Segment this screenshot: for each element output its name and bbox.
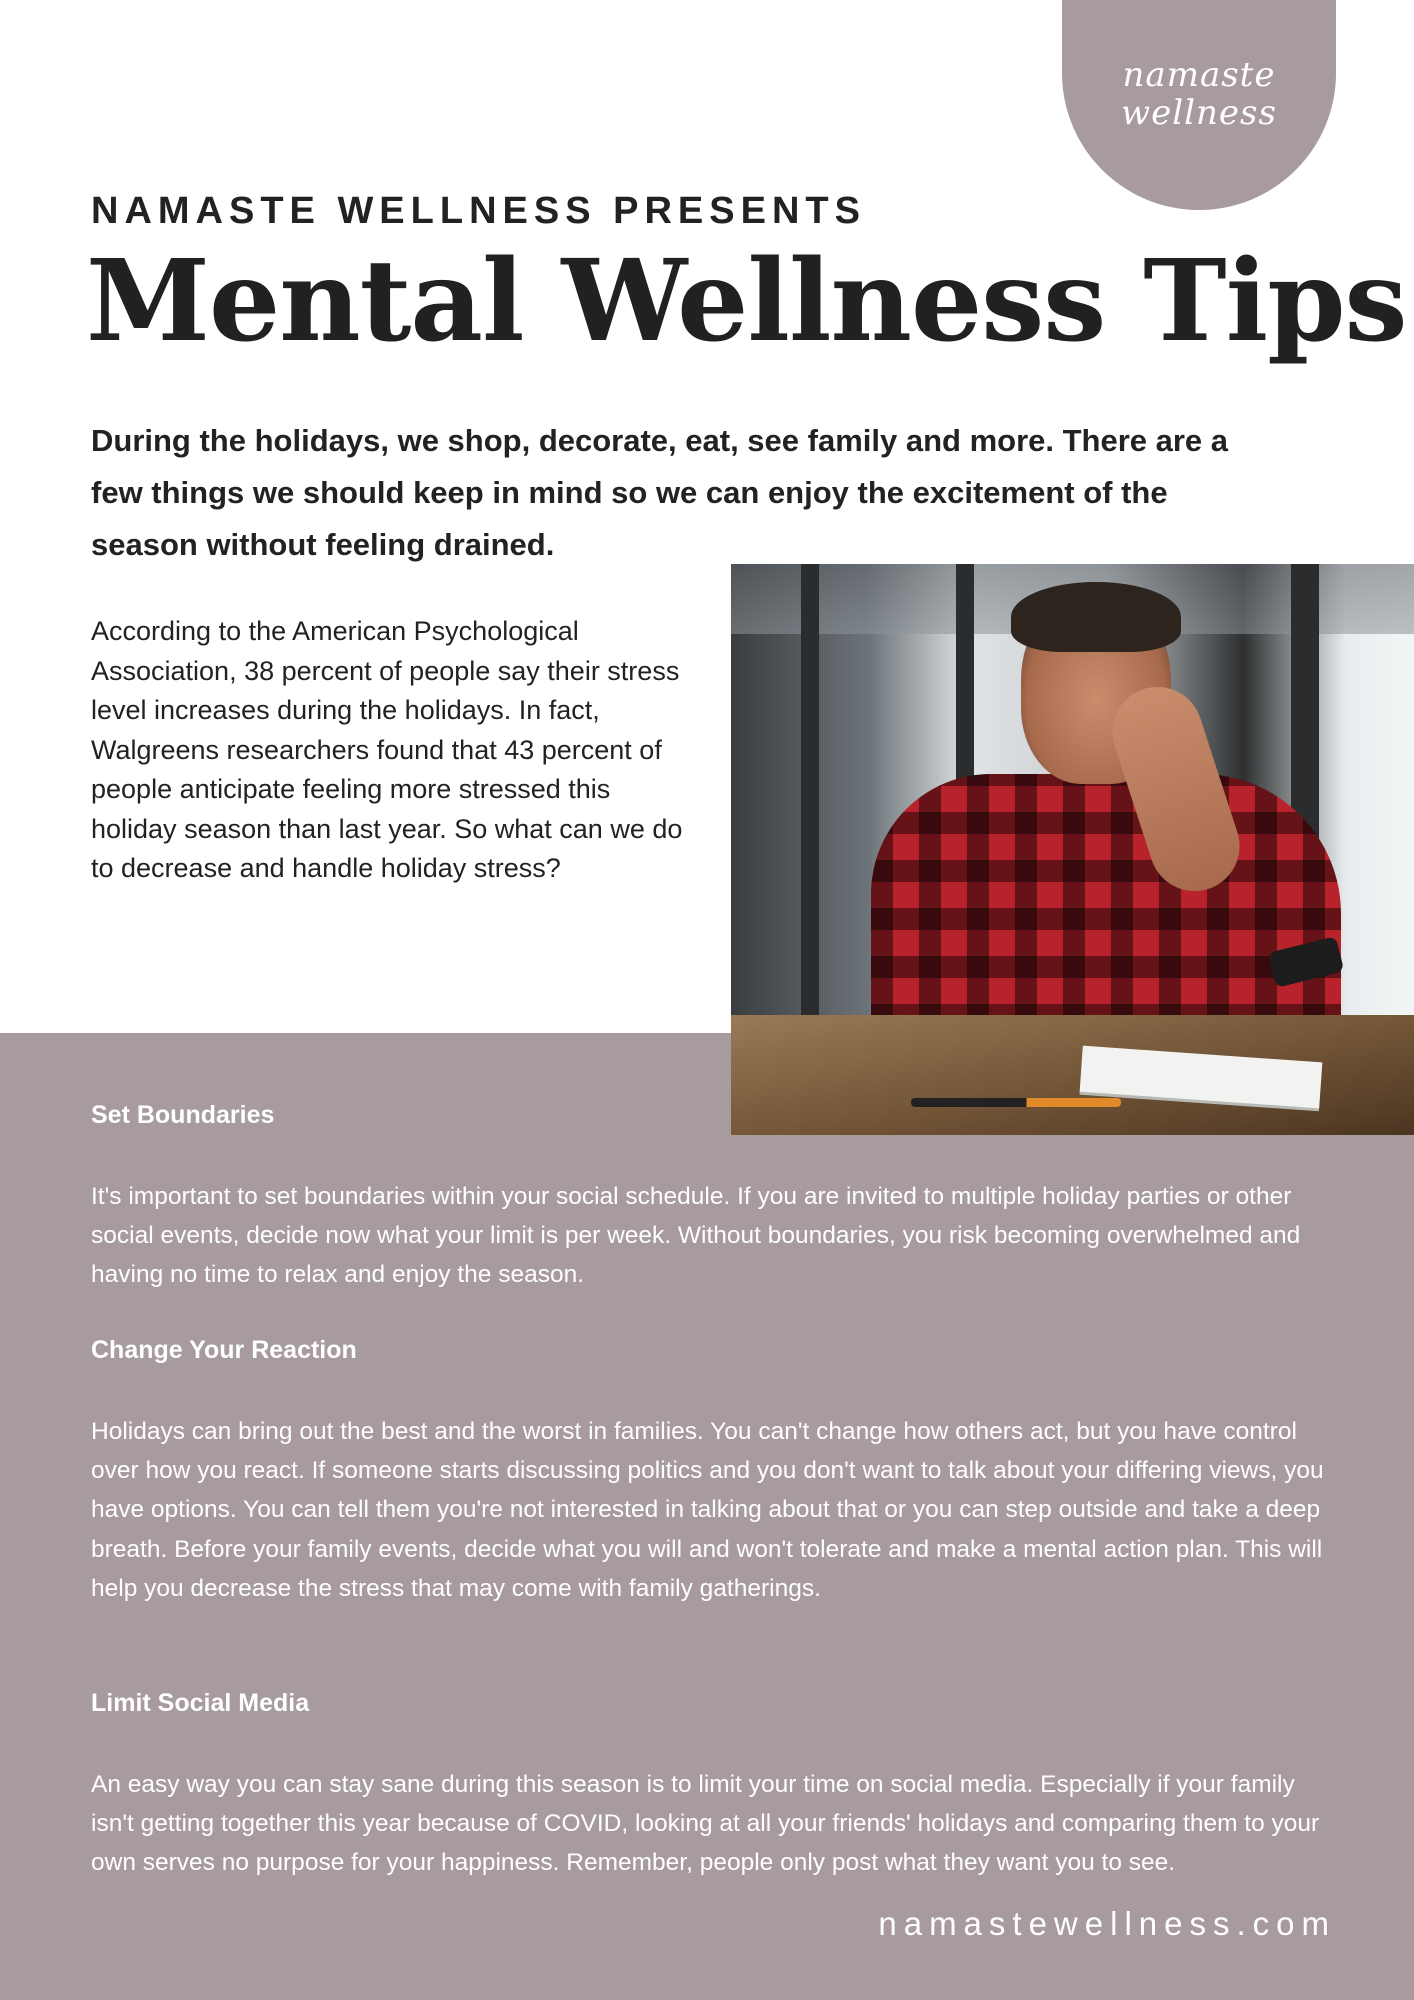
section-title-set-boundaries: Set Boundaries: [91, 1101, 275, 1129]
section-body-set-boundaries: It's important to set boundaries within your social schedule. If you are invited to multiple holiday parties or other social events, decide now what your limit is per week. Without boundaries, you risk becoming overwhelmed and having no time to relax and enjoy the season.: [91, 1183, 1301, 1289]
section-title-limit-social-media: Limit Social Media: [91, 1689, 310, 1717]
logo-line-1: namaste: [1122, 55, 1276, 95]
logo-line-2: wellness: [1121, 93, 1277, 133]
eyebrow-text: NAMASTE WELLNESS PRESENTS: [91, 190, 866, 232]
footer-website-url: namastewellness.com: [878, 1905, 1336, 1942]
section-body-limit-social-media: An easy way you can stay sane during this season is to limit your time on social media. Especially if your family isn't getting together this year because of COVID, looking at all your friends' holidays and comparing them to your own serves no purpose for your happiness. Remember, people only post what they want you to see.: [91, 1771, 1320, 1877]
page-title: Mental Wellness Tips: [86, 236, 1407, 367]
photo-person-hair: [1011, 582, 1181, 652]
section-title-change-reaction: Change Your Reaction: [91, 1336, 357, 1364]
intro-paragraph: According to the American Psychological Association, 38 percent of people say their stress level increases during the holidays. In fact, Walgreens researchers found that 43 percent of people anticipate feeling more stressed this holiday season than last year. So what can we do to decrease and handle holiday stress?: [91, 616, 683, 883]
section-body-change-reaction: Holidays can bring out the best and the worst in families. You can't change how others act, but you have control over how you react. If someone starts discussing politics and you don't want to talk about your differing views, you have options. You can tell them you're not interested in talking about that or you can step outside and take a deep breath. Before your family events, decide what you will and won't tolerate and make a mental action plan. This will help you decrease the stress that may come with family gatherings.: [91, 1418, 1324, 1602]
brand-logo: [1062, 0, 1336, 210]
stressed-man-photo: [731, 564, 1414, 1135]
photo-window-frame: [801, 564, 819, 1015]
lead-paragraph: During the holidays, we shop, decorate, eat, see family and more. There are a few things we should keep in mind so we can enjoy the excitement of the season without feeling drained.: [91, 423, 1229, 562]
photo-pen: [911, 1098, 1121, 1107]
